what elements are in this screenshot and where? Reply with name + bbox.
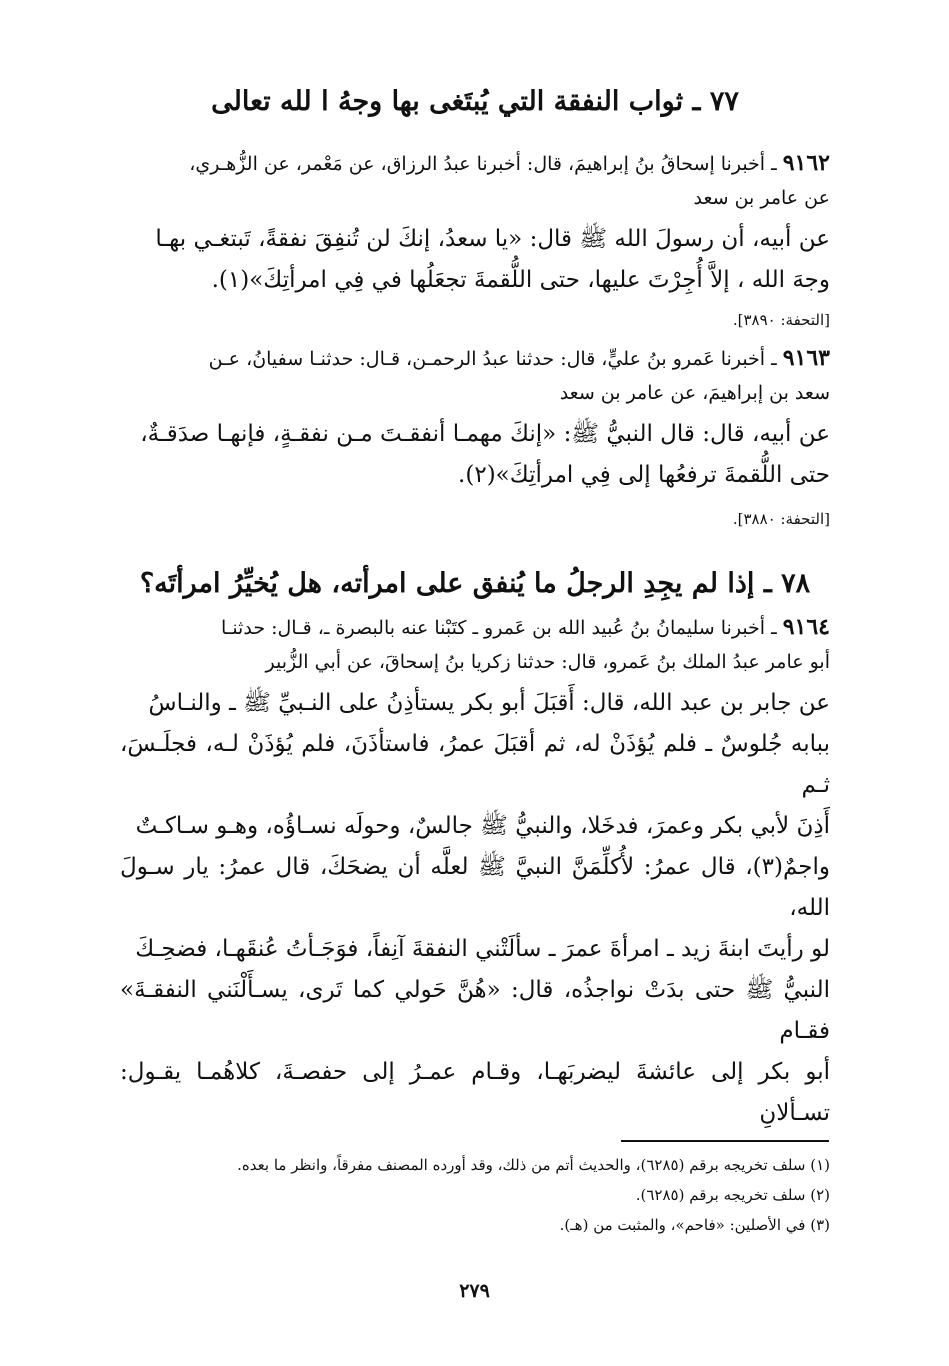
footnote-1: (١) سلف تخريجه برقم (٦٢٨٥)، والحديث أتم من ذلك، وقد أورده المصنف مفرقاً، وانظر ما بعده. <box>237 1156 830 1174</box>
tuhfa-reference: [التحفة: ٣٨٨٠]. <box>732 510 830 528</box>
matn-line: واجمٌ(٣)، قال عمرُ: لأُكلِّمَنَّ النبيَّ ﷺ لعلَّه أن يضحَكَ، قال عمرُ: يار سـولَ الله، <box>120 854 830 921</box>
hadith-9163 <box>120 341 830 534</box>
hadith-9162 <box>120 146 830 335</box>
matn-line: حتى اللُّقمةَ ترفعُها إلى فِي امرأتِكَ»(٢). <box>458 462 830 488</box>
matn-line: النبيُّ ﷺ حتى بدَتْ نواجذُه، قال: «هُنَّ حَولي كما تَرى، يسـأَلْنَني النفقـةَ» فقـام <box>120 977 830 1044</box>
isnad-text: ـ أخبرنا سليمانُ بنُ عُبيد الله بن عَمرو ـ كتَبْنا عنه بالبصرة ـ، قـال: حدثنـا <box>220 617 783 639</box>
page-body <box>120 80 830 1134</box>
footnote-2: (٢) سلف تخريجه برقم (٦٢٨٥). <box>635 1186 830 1204</box>
hadith-number: ٩١٦٤ <box>782 614 830 640</box>
footnote-3: (٣) في الأصلين: «فاحم»، والمثبت من (هـ). <box>559 1216 830 1234</box>
hadith-isnad <box>120 341 830 376</box>
hadith-number: ٩١٦٣ <box>782 345 830 371</box>
hadith-isnad <box>120 146 830 181</box>
matn-line: ببابه جُلوسٌ ـ فلم يُؤذَنْ له، ثم أقبَلَ عمرُ، فاستأذَنَ، فلم يُؤذَنْ لـه، فجلَـسَ، ثـم <box>120 731 830 798</box>
footnote-divider <box>621 1140 829 1142</box>
tuhfa-reference: [التحفة: ٣٨٩٠]. <box>732 311 830 329</box>
matn-line: عن جابر بن عبد الله، قال: أَقبَلَ أبو بكر يستأذِنُ على النـبيِّ ﷺ ـ والنـاسُ <box>148 690 830 716</box>
isnad-text: عن عامر بن سعد <box>693 187 830 209</box>
matn-line: أَذِنَ لأبي بكر وعمرَ، فدخَلا، والنبيُّ ﷺ جالسٌ، وحولَه نسـاؤُه، وهـو سـاكـتٌ <box>135 813 830 839</box>
isnad-text: ـ أخبرنا عَمرو بنُ عليٍّ، قال: حدثنا عبدُ الرحمـن، قـال: حدثنـا سفيانُ، عـن <box>208 348 783 370</box>
chapter-77-title: ٧٧ ـ ثواب النفقة التي يُبتَغى بها وجهُ ا لله تعالى <box>211 86 739 117</box>
chapter-78-title: ٧٨ ـ إذا لم يجِدِ الرجلُ ما يُنفق على امرأته، هل يُخيِّرُ امرأتَه؟ <box>139 568 811 599</box>
matn-line: عن أبيه، قال: قال النبيُّ ﷺ: «إنكَ مهمـا أنفقـتَ مـن نفقـةٍ، فإنهـا صدَقـةٌ، <box>140 421 830 447</box>
hadith-9164 <box>120 610 830 1134</box>
hadith-number: ٩١٦٢ <box>782 150 830 176</box>
matn-line: لو رأيتَ ابنةَ زيد ـ امرأةَ عمرَ ـ سألَتْني النفقةَ آنِفاً، فوَجَـأتُ عُنقَهـا، فضحِـكَ <box>135 936 830 962</box>
matn-line: أبو بكر إلى عائشةَ ليضربَهـا، وقـام عمـرُ إلى حفصـةَ، كلاهُمـا يقـول: تسـألانِ <box>120 1059 830 1126</box>
page-number: ٢٧٩ <box>459 1280 490 1302</box>
hadith-isnad <box>120 610 830 645</box>
isnad-text: سعد بن إبراهيمَ، عن عامر بن سعد <box>559 382 830 404</box>
matn-line: وجهَ الله ، إلاَّ أُجِرْتَ عليها، حتى اللُّقمةَ تجعَلُها في فِي امرأتِكَ»(١). <box>211 267 830 293</box>
isnad-text: ـ أخبرنا إسحاقُ بنُ إبراهيمَ، قال: أخبرنا عبدُ الرزاق، عن مَعْمر، عن الزُّهـري، <box>189 153 783 175</box>
footnotes <box>120 1150 830 1240</box>
matn-line: عن أبيه، أن رسولَ الله ﷺ قال: «يا سعدُ، إنكَ لن تُنفِقَ نفقةً، تَبتغـي بهـا <box>155 226 830 252</box>
isnad-text: أبو عامر عبدُ الملك بنُ عَمرو، قال: حدثنا زكريا بنُ إسحاقَ، عن أبي الزُّبير <box>265 651 830 673</box>
